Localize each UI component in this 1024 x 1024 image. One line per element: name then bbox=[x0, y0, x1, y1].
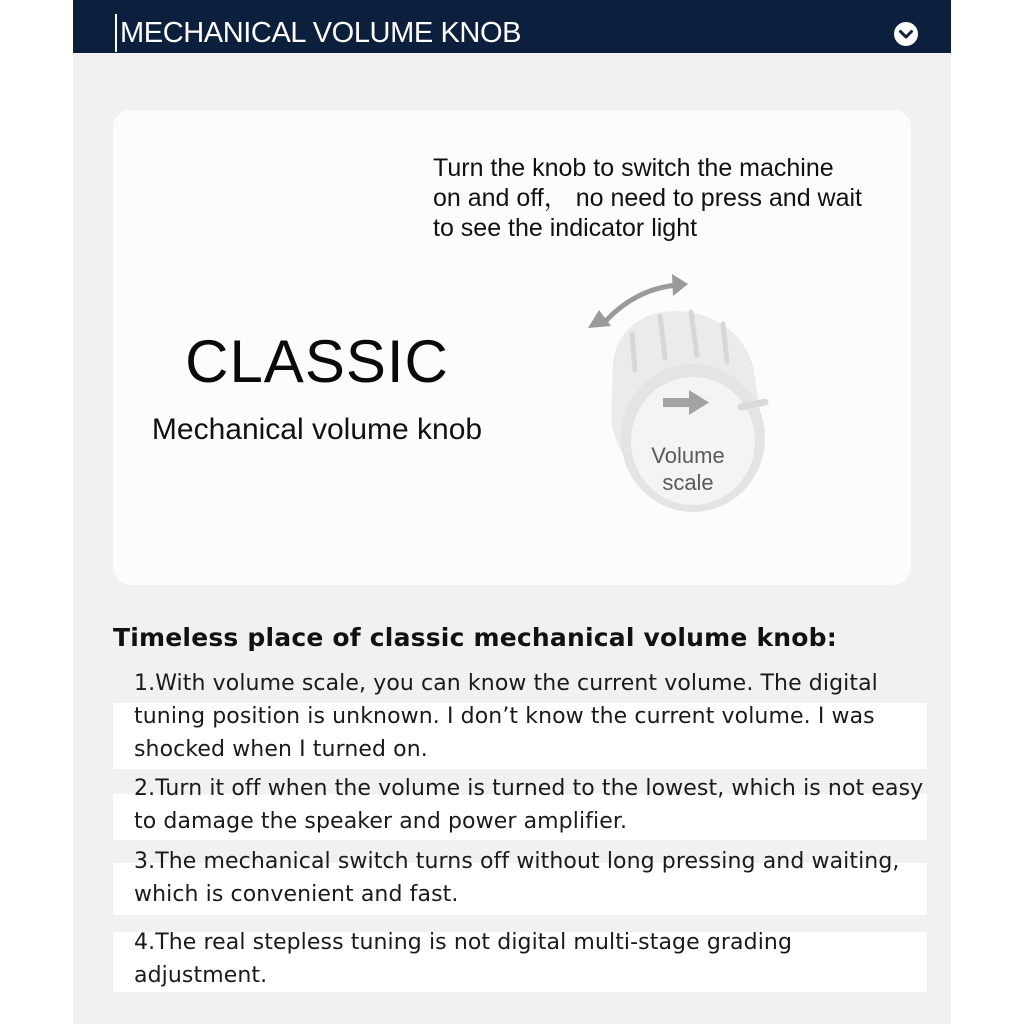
chevron-down-circle-icon-svg bbox=[893, 21, 919, 47]
feature-item-text: 1.With volume scale, you can know the current volume. The digital tuning position is unknown. I don’t know the current volume. I was shocked when I turned on. bbox=[134, 671, 878, 762]
classic-title: CLASSIC bbox=[185, 328, 449, 395]
section-header[interactable] bbox=[73, 0, 951, 53]
knob-illustration bbox=[575, 270, 815, 520]
feature-item-text: 3.The mechanical switch turns off without long pressing and waiting, which is convenient and fast. bbox=[134, 849, 900, 907]
header-title: MECHANICAL VOLUME KNOB bbox=[120, 17, 522, 49]
classic-subtitle: Mechanical volume knob bbox=[151, 413, 483, 446]
feature-item bbox=[113, 845, 927, 911]
feature-item-text: 4.The real stepless tuning is not digital multi-stage grading adjustment. bbox=[134, 930, 793, 988]
product-page bbox=[73, 0, 951, 1024]
chevron-down-circle-icon[interactable] bbox=[893, 21, 919, 47]
feature-item bbox=[113, 772, 927, 838]
feature-item bbox=[113, 926, 927, 992]
volume-scale-label: Volume scale bbox=[651, 443, 725, 495]
knob-description: Turn the knob to switch the machine on and off， no need to press and wait to see the indicator light bbox=[433, 154, 863, 242]
header-accent-bar bbox=[115, 14, 117, 52]
feature-item bbox=[113, 667, 927, 766]
feature-item-text: 2.Turn it off when the volume is turned to the lowest, which is not easy to damage the speaker and power amplifier. bbox=[134, 776, 924, 834]
features-title: Timeless place of classic mechanical volume knob: bbox=[113, 623, 837, 652]
intro-card bbox=[113, 110, 911, 585]
